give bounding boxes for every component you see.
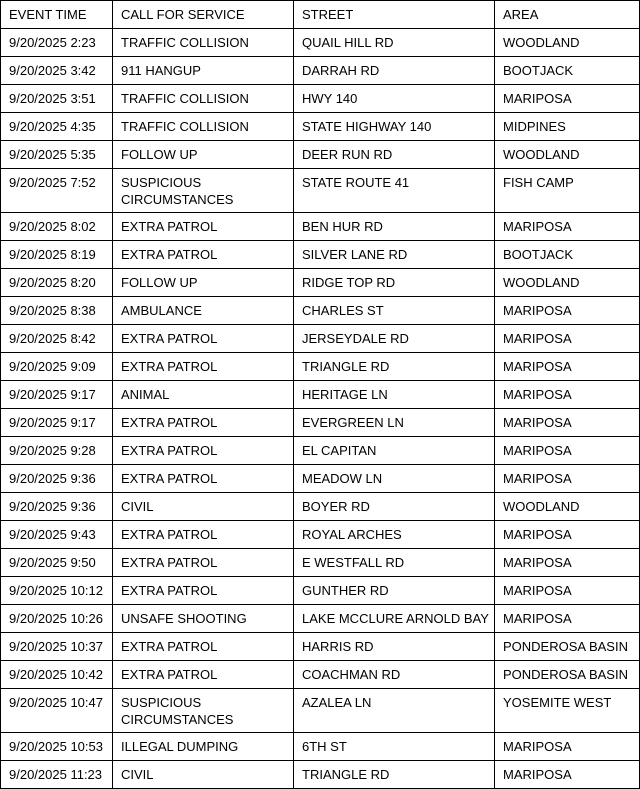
table-row	[1, 493, 640, 521]
header-street: STREET	[294, 1, 495, 29]
table-row	[1, 761, 640, 789]
cell-event-time: 9/20/2025 8:38	[1, 297, 113, 325]
cell-call-for-service: SUSPICIOUS CIRCUMSTANCES	[113, 169, 294, 213]
cell-call-for-service: EXTRA PATROL	[113, 549, 294, 577]
cell-call-for-service: EXTRA PATROL	[113, 465, 294, 493]
cell-event-time: 9/20/2025 9:17	[1, 409, 113, 437]
cell-call-for-service: EXTRA PATROL	[113, 241, 294, 269]
table-row	[1, 733, 640, 761]
table-row	[1, 241, 640, 269]
table-row	[1, 269, 640, 297]
cell-area: MARIPOSA	[495, 549, 640, 577]
table-row	[1, 437, 640, 465]
cell-street: LAKE MCCLURE ARNOLD BAY	[294, 605, 495, 633]
cell-event-time: 9/20/2025 10:47	[1, 689, 113, 733]
table-row	[1, 213, 640, 241]
cell-street: QUAIL HILL RD	[294, 29, 495, 57]
cell-event-time: 9/20/2025 2:23	[1, 29, 113, 57]
cell-area: BOOTJACK	[495, 57, 640, 85]
cell-call-for-service: FOLLOW UP	[113, 141, 294, 169]
cell-call-for-service: CIVIL	[113, 761, 294, 789]
cell-event-time: 9/20/2025 10:53	[1, 733, 113, 761]
cell-area: WOODLAND	[495, 29, 640, 57]
cell-area: WOODLAND	[495, 141, 640, 169]
cell-event-time: 9/20/2025 9:28	[1, 437, 113, 465]
table-row	[1, 465, 640, 493]
cell-street: BEN HUR RD	[294, 213, 495, 241]
cell-street: HARRIS RD	[294, 633, 495, 661]
cell-call-for-service: EXTRA PATROL	[113, 325, 294, 353]
table-row	[1, 381, 640, 409]
table-row	[1, 605, 640, 633]
table-row	[1, 325, 640, 353]
header-call-for-service: CALL FOR SERVICE	[113, 1, 294, 29]
cell-street: BOYER RD	[294, 493, 495, 521]
cell-call-for-service: UNSAFE SHOOTING	[113, 605, 294, 633]
cell-event-time: 9/20/2025 7:52	[1, 169, 113, 213]
cell-area: FISH CAMP	[495, 169, 640, 213]
table-row	[1, 661, 640, 689]
cell-area: WOODLAND	[495, 493, 640, 521]
cell-call-for-service: EXTRA PATROL	[113, 353, 294, 381]
cell-street: HWY 140	[294, 85, 495, 113]
cell-event-time: 9/20/2025 10:42	[1, 661, 113, 689]
cell-event-time: 9/20/2025 10:12	[1, 577, 113, 605]
cell-area: MARIPOSA	[495, 213, 640, 241]
cell-event-time: 9/20/2025 9:43	[1, 521, 113, 549]
cell-area: MARIPOSA	[495, 733, 640, 761]
table-row	[1, 409, 640, 437]
table-row	[1, 57, 640, 85]
cell-street: DARRAH RD	[294, 57, 495, 85]
table-row	[1, 577, 640, 605]
cell-street: SILVER LANE RD	[294, 241, 495, 269]
cell-area: MARIPOSA	[495, 409, 640, 437]
cell-event-time: 9/20/2025 3:51	[1, 85, 113, 113]
cell-street: EL CAPITAN	[294, 437, 495, 465]
cell-area: MARIPOSA	[495, 761, 640, 789]
cell-street: ROYAL ARCHES	[294, 521, 495, 549]
cell-call-for-service: EXTRA PATROL	[113, 409, 294, 437]
cell-area: BOOTJACK	[495, 241, 640, 269]
cell-event-time: 9/20/2025 8:20	[1, 269, 113, 297]
header-row	[1, 1, 640, 29]
cell-area: MARIPOSA	[495, 465, 640, 493]
cell-street: MEADOW LN	[294, 465, 495, 493]
cell-call-for-service: TRAFFIC COLLISION	[113, 85, 294, 113]
cell-event-time: 9/20/2025 9:36	[1, 493, 113, 521]
cell-street: EVERGREEN LN	[294, 409, 495, 437]
cell-event-time: 9/20/2025 10:26	[1, 605, 113, 633]
cell-area: MIDPINES	[495, 113, 640, 141]
table-row	[1, 353, 640, 381]
cell-street: AZALEA LN	[294, 689, 495, 733]
cell-call-for-service: EXTRA PATROL	[113, 437, 294, 465]
cell-street: STATE HIGHWAY 140	[294, 113, 495, 141]
cell-event-time: 9/20/2025 8:19	[1, 241, 113, 269]
cell-area: PONDEROSA BASIN	[495, 633, 640, 661]
table-body	[1, 29, 640, 789]
cell-call-for-service: TRAFFIC COLLISION	[113, 29, 294, 57]
cell-call-for-service: 911 HANGUP	[113, 57, 294, 85]
cell-street: E WESTFALL RD	[294, 549, 495, 577]
cell-event-time: 9/20/2025 9:36	[1, 465, 113, 493]
cell-call-for-service: CIVIL	[113, 493, 294, 521]
cell-area: MARIPOSA	[495, 605, 640, 633]
cell-call-for-service: AMBULANCE	[113, 297, 294, 325]
cell-event-time: 9/20/2025 8:42	[1, 325, 113, 353]
cell-call-for-service: FOLLOW UP	[113, 269, 294, 297]
cell-event-time: 9/20/2025 5:35	[1, 141, 113, 169]
cell-event-time: 9/20/2025 8:02	[1, 213, 113, 241]
cell-street: DEER RUN RD	[294, 141, 495, 169]
cell-area: MARIPOSA	[495, 577, 640, 605]
header-event-time: EVENT TIME	[1, 1, 113, 29]
cell-street: STATE ROUTE 41	[294, 169, 495, 213]
cell-area: MARIPOSA	[495, 437, 640, 465]
table-row	[1, 169, 640, 213]
cell-area: MARIPOSA	[495, 521, 640, 549]
cell-area: MARIPOSA	[495, 297, 640, 325]
cell-street: 6TH ST	[294, 733, 495, 761]
cell-street: JERSEYDALE RD	[294, 325, 495, 353]
cell-event-time: 9/20/2025 9:50	[1, 549, 113, 577]
table-row	[1, 85, 640, 113]
cell-street: TRIANGLE RD	[294, 761, 495, 789]
cell-call-for-service: EXTRA PATROL	[113, 633, 294, 661]
table-header	[1, 1, 640, 29]
table-row	[1, 297, 640, 325]
table-row	[1, 549, 640, 577]
cell-call-for-service: TRAFFIC COLLISION	[113, 113, 294, 141]
cell-area: YOSEMITE WEST	[495, 689, 640, 733]
cell-call-for-service: EXTRA PATROL	[113, 521, 294, 549]
cell-event-time: 9/20/2025 9:09	[1, 353, 113, 381]
cell-area: PONDEROSA BASIN	[495, 661, 640, 689]
cell-area: MARIPOSA	[495, 85, 640, 113]
cell-area: MARIPOSA	[495, 381, 640, 409]
cell-street: TRIANGLE RD	[294, 353, 495, 381]
table-row	[1, 29, 640, 57]
table-row	[1, 113, 640, 141]
cell-area: WOODLAND	[495, 269, 640, 297]
table-row	[1, 633, 640, 661]
cell-street: CHARLES ST	[294, 297, 495, 325]
cell-call-for-service: ILLEGAL DUMPING	[113, 733, 294, 761]
table-row	[1, 689, 640, 733]
header-area: AREA	[495, 1, 640, 29]
cell-street: COACHMAN RD	[294, 661, 495, 689]
cell-call-for-service: EXTRA PATROL	[113, 661, 294, 689]
cell-event-time: 9/20/2025 9:17	[1, 381, 113, 409]
cell-call-for-service: ANIMAL	[113, 381, 294, 409]
table-row	[1, 141, 640, 169]
cell-event-time: 9/20/2025 10:37	[1, 633, 113, 661]
cell-call-for-service: EXTRA PATROL	[113, 213, 294, 241]
cell-call-for-service: EXTRA PATROL	[113, 577, 294, 605]
cell-event-time: 9/20/2025 3:42	[1, 57, 113, 85]
cell-street: GUNTHER RD	[294, 577, 495, 605]
table-row	[1, 521, 640, 549]
cell-event-time: 9/20/2025 11:23	[1, 761, 113, 789]
cell-area: MARIPOSA	[495, 353, 640, 381]
cell-call-for-service: SUSPICIOUS CIRCUMSTANCES	[113, 689, 294, 733]
cell-event-time: 9/20/2025 4:35	[1, 113, 113, 141]
cell-street: RIDGE TOP RD	[294, 269, 495, 297]
cell-street: HERITAGE LN	[294, 381, 495, 409]
cell-area: MARIPOSA	[495, 325, 640, 353]
